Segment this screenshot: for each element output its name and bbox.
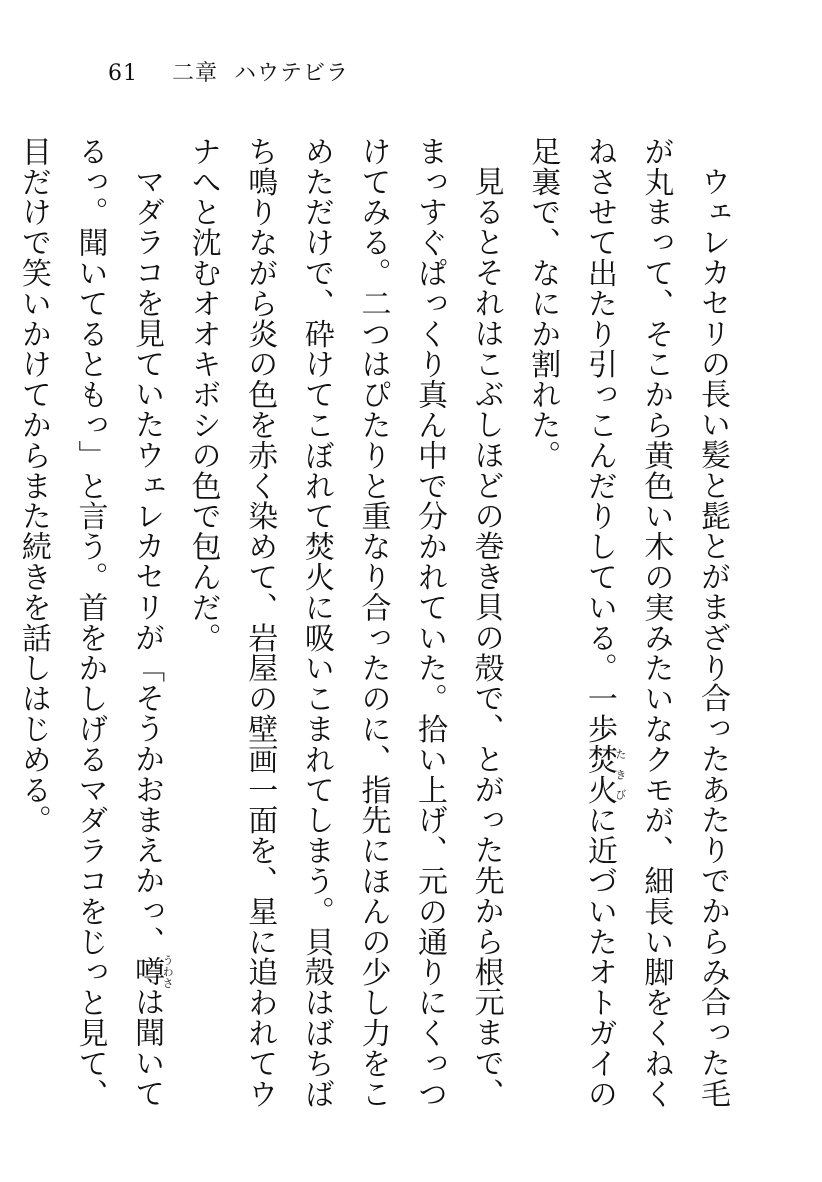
page-number: 61 (108, 61, 138, 86)
paragraph: 見るとそれはこぶしほどの巻き貝の殻で、とがった先から根元まで、まっすぐぱっくり真ん中で分かれていた。拾い上げ、元の通りにくっつけてみる。二つはぴたりと重なり合ったのに、指先にほんの少し力をこめただけで、砕けてこぼれて焚火に吸いこまれてしまう。貝殻はばちばち鳴りながら炎の色を赤く染めて、岩屋の壁画一面を、星に追われてウナへと沈むオオキボシの色で包んだ。 (185, 136, 504, 1109)
running-header (108, 56, 349, 87)
dialogue-paragraph (0, 136, 4, 1116)
chapter-title: ハウテビラ (234, 61, 350, 86)
paragraph: ウェレカセリの長い髪と髭とがまざり合ったあたりでからみ合った毛が丸まって、そこから黄色い木の実みたいなクモが、細長い脚をくねくねさせて出たり引っこんだりしている。一歩焚火たきびに近づいたオトガイの足裏で、なにか割れた。 (525, 136, 730, 1109)
vertical-body-text (15, 136, 740, 1116)
ruby-takibi: 焚火たきび (581, 744, 627, 805)
chapter-label: 二章 (172, 61, 219, 86)
paragraph: マダラコを見ていたウェレカセリが「そうかおまえかっ、噂うわさは聞いてるっ。聞いてるともっ」と言う。首をかしげるマダラコをじっと見て、目だけで笑いかけてからまた続きを話しはじめる。 (15, 136, 175, 1109)
ruby-uwasa: 噂うわさ (129, 954, 175, 989)
